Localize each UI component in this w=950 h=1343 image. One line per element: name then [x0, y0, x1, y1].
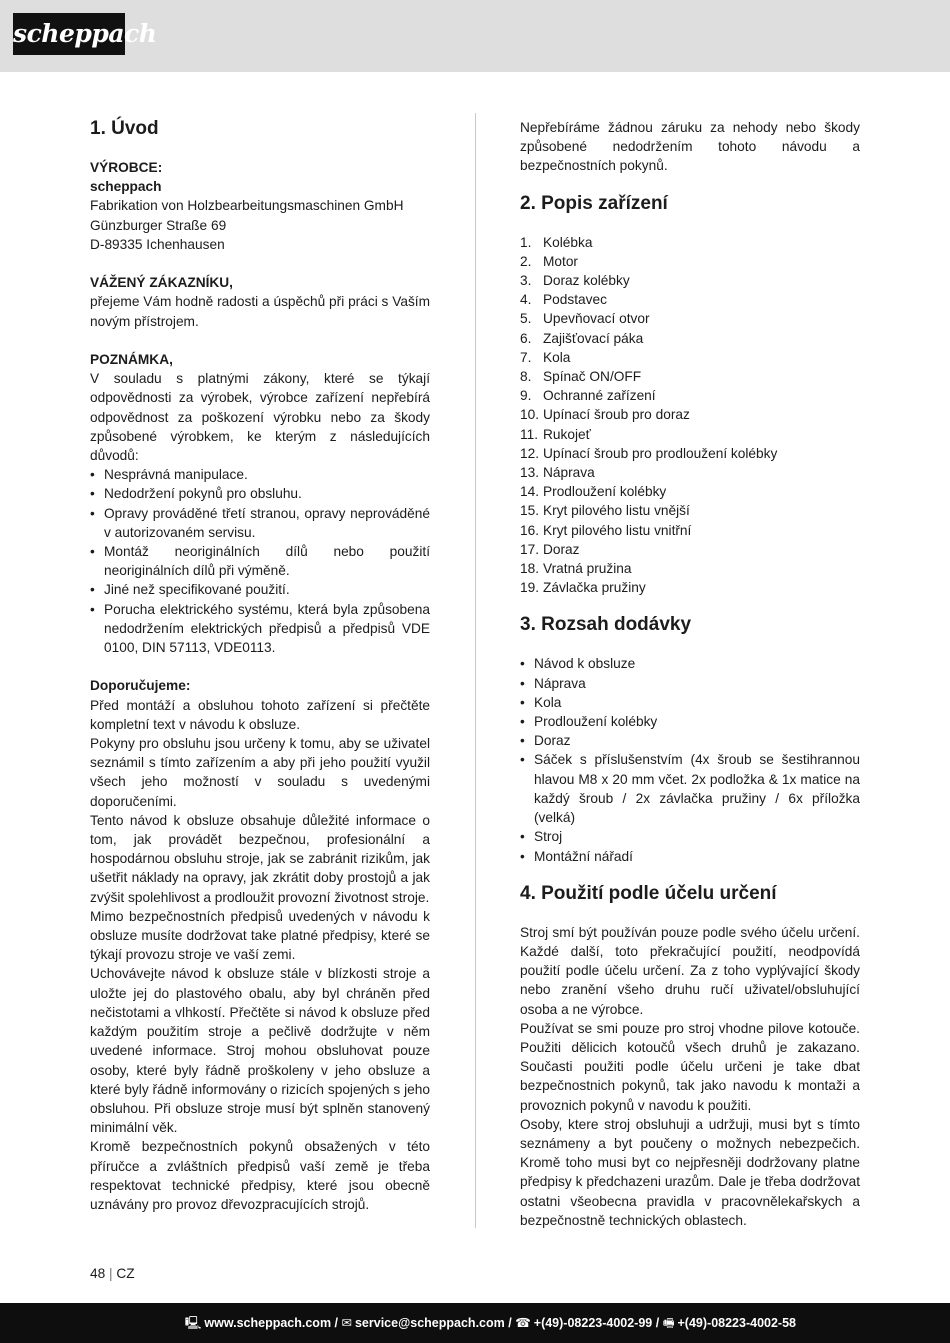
- list-item: • Opravy prováděné třetí stranou, opravy neprováděné v autorizovaném servisu.: [90, 504, 430, 542]
- footer-web[interactable]: www.scheppach.com /: [204, 1316, 339, 1330]
- list-item: 14. Prodloužení kolébky: [520, 484, 667, 500]
- list-item: 10. Upínací šroub pro doraz: [520, 407, 690, 423]
- list-item: 17. Doraz: [520, 541, 580, 557]
- delivery-list: [520, 654, 860, 865]
- right-column: [520, 118, 860, 1230]
- list-item: • Montážní nářadí: [520, 847, 860, 866]
- fax-icon: 🖷: [662, 1316, 675, 1330]
- header-band: [0, 0, 950, 72]
- note-text: V souladu s platnými zákony, které se týkají odpovědnosti za výrobek, výrobce zařízení nepřebírá odpovědnost za poškození výrobku nebo za škody způsobené výrobkem, ke kterým z následujících důvodů:: [90, 371, 430, 464]
- page-number: [90, 1266, 135, 1281]
- parts-list: [520, 233, 860, 598]
- liability-text: Nepřebíráme žádnou záruku za nehody nebo škody způsobené nedodržením tohoto návodu a bezpečnostních pokynů.: [520, 120, 860, 174]
- list-item: • Návod k obsluze: [520, 654, 860, 673]
- mail-icon: ✉: [341, 1316, 352, 1330]
- recommend-paragraph: Kromě bezpečnostních pokynů obsažených v této příručce a zvláštních předpisů vaší země je třeba respektovat technické předpisy, které jsou obecně uznávány pro provoz dřevozpracujících strojů.: [90, 1139, 430, 1212]
- list-item: 5. Upevňovací otvor: [520, 311, 650, 327]
- manufacturer-label: VÝROBCE:: [90, 160, 163, 175]
- list-item: 18. Vratná pružina: [520, 561, 632, 577]
- list-item: • Sáček s příslušenstvím (4x šroub se šestihrannou hlavou M8 x 20 mm včet. 2x podložka & 1x matice na každý šroub / 2x závlačka pružiny / 6x příložka (velká): [520, 750, 860, 827]
- phone-icon: ☎: [515, 1316, 531, 1330]
- manufacturer-city: D-89335 Ichenhausen: [90, 236, 225, 252]
- list-item: • Doraz: [520, 731, 860, 750]
- list-item: 8. Spínač ON/OFF: [520, 369, 642, 385]
- section-1-title: 1. Úvod: [90, 118, 159, 139]
- customer-label: VÁŽENÝ ZÁKAZNÍKU,: [90, 275, 233, 291]
- use-paragraph: Používat se smi pouze pro stroj vhodne pilove kotouče. Použiti dělicich kotoučů všech druhů je zakazano. Současti použiti podle účelu určeni je take dbat bezpečnostnich pokynů, tak jako navodu k montaži a provoznich pokynů v navodu k použiti.: [520, 1020, 860, 1113]
- list-item: • Stroj: [520, 827, 860, 846]
- left-column: [90, 118, 430, 1214]
- computer-icon: 🖳: [184, 1316, 202, 1330]
- manufacturer-company: Fabrikation von Holzbearbeitungsmaschinen GmbH: [90, 198, 404, 214]
- customer-text: přejeme Vám hodně radosti a úspěchů při práci s Vaším novým přístrojem.: [90, 294, 430, 329]
- list-item: 12. Upínací šroub pro prodloužení kolébky: [520, 445, 778, 461]
- list-item: • Montáž neoriginálních dílů nebo použití neoriginálních dílů při výměně.: [90, 542, 430, 580]
- recommend-paragraph: Pokyny pro obsluhu jsou určeny k tomu, aby se uživatel seznámil s tímto zařízením a aby při jeho použití využil všech jeho možností v souladu s uvedenými doporučeními.: [90, 736, 430, 809]
- list-item: 15. Kryt pilového listu vnější: [520, 503, 690, 519]
- list-item: 19. Závlačka pružiny: [520, 580, 646, 596]
- list-item: 2. Motor: [520, 253, 578, 269]
- list-item: 4. Podstavec: [520, 292, 607, 308]
- list-item: • Náprava: [520, 674, 860, 693]
- footer-email[interactable]: service@scheppach.com /: [354, 1316, 512, 1330]
- use-paragraph: Stroj smí být používán pouze podle svého účelu určení. Každé další, toto překračující použití, neodpovídá použití podle účelu určení. Za z toho vyplývající škody nebo zranění všeho druhu ručí uživatel/obsluhující osoba a ne výrobce.: [520, 924, 860, 1017]
- footer-fax: +(49)-08223-4002-58: [677, 1316, 796, 1330]
- recommend-paragraph: Mimo bezpečnostních předpisů uvedených v návodu k obsluze musíte dodržovat take platné předpisy, které se týkají provozu stroje ve vaší zemi.: [90, 908, 430, 963]
- page-separator: |: [109, 1266, 113, 1281]
- section-3-title: 3. Rozsah dodávky: [520, 614, 692, 636]
- footer-contact-bar: [0, 1303, 950, 1343]
- page-number-value: 48: [90, 1266, 106, 1281]
- list-item: 13. Náprava: [520, 465, 595, 481]
- use-paragraph: Osoby, ktere stroj obsluhuji a udržuji, musi byt s tímto seznámeny a byt poučeny o možnych nebezpečich. Kromě toho musi byt co nejpřesněji dodržovany platne předpisy k předchazeni urazům. Dale je třeba dodržovat ostatni všeobecna pravidla v pracovnělekařskych a bezpečnostně technických oblastech.: [520, 1116, 860, 1228]
- list-item: 1. Kolébka: [520, 234, 593, 250]
- section-4-title: 4. Použití podle účelu určení: [520, 882, 777, 904]
- list-item: • Jiné než specifikované použití.: [90, 580, 430, 599]
- list-item: 11. Rukojeť: [520, 426, 591, 442]
- column-divider: [475, 113, 476, 1228]
- note-label: POZNÁMKA,: [90, 352, 173, 367]
- recommend-paragraph: Uchovávejte návod k obsluze stále v blízkosti stroje a uložte jej do plastového obalu, aby byl chráněn před nečistotami a vlhkostí. Přečtěte si návod k obsluze před každým použitím stroje a pečlivě dodržujte v něm uvedené informace. Stroj mohou obsluhovat pouze osoby, které byly řádně proškoleny v jeho obsluze a které byly řádně informovány o rizicích spojených s jeho obsluhou. Při obsluze stroje musí být splněn stanovený minimální věk.: [90, 966, 430, 1136]
- manufacturer-street: Günzburger Straße 69: [90, 217, 227, 233]
- scheppach-logo: scheppach: [13, 13, 125, 55]
- list-item: • Nesprávná manipulace.: [90, 465, 430, 484]
- recommend-label: Doporučujeme:: [90, 678, 191, 694]
- list-item: 6. Zajišťovací páka: [520, 330, 644, 346]
- language-code: CZ: [116, 1266, 135, 1281]
- note-bullet-list: [90, 465, 430, 657]
- footer-phone: +(49)-08223-4002-99 /: [533, 1316, 660, 1330]
- recommend-paragraph: Tento návod k obsluze obsahuje důležité informace o tom, jak provádět bezpečnou, profesionální a hospodárnou obsluhu stroje, jak se zabránit rizikům, jak ušetřit náklady na opravy, jak zkrátit doby prostojů a jak zvýšit spolehlivost a prodloužit provozní životnost stroje.: [90, 812, 430, 905]
- list-item: 9. Ochranné zařízení: [520, 388, 656, 404]
- list-item: 3. Doraz kolébky: [520, 273, 630, 289]
- list-item: 16. Kryt pilového listu vnitřní: [520, 522, 692, 538]
- recommend-paragraph: Před montáží a obsluhou tohoto zařízení si přečtěte kompletní text v návodu k obsluze.: [90, 697, 430, 732]
- manufacturer-address: [90, 177, 430, 254]
- list-item: • Porucha elektrického systému, která byla způsobena nedodržením elektrických předpisů a předpisů VDE 0100, DIN 57113, VDE0113.: [90, 600, 430, 658]
- list-item: • Nedodržení pokynů pro obsluhu.: [90, 484, 430, 503]
- list-item: 7. Kola: [520, 349, 571, 365]
- manufacturer-name: scheppach: [90, 179, 162, 195]
- section-2-title: 2. Popis zařízení: [520, 192, 668, 214]
- list-item: • Prodloužení kolébky: [520, 712, 860, 731]
- list-item: • Kola: [520, 693, 860, 712]
